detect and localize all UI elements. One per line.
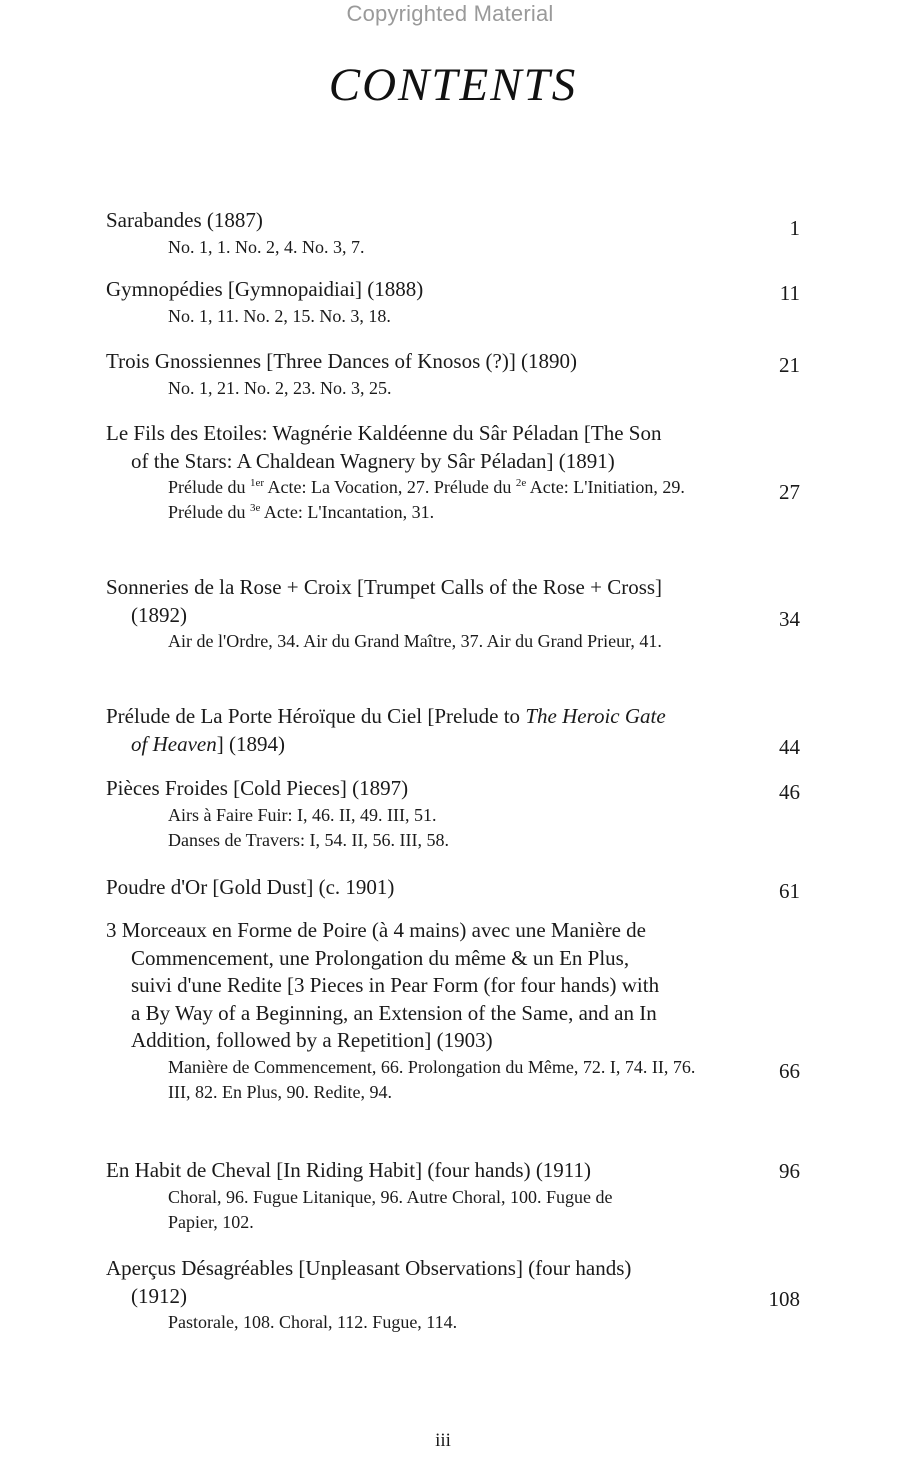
toc-entry-fils-des-etoiles[interactable] [106,420,800,525]
toc-entry-apercus[interactable] [106,1255,800,1335]
toc-entry-page: 46 [779,780,800,804]
page-number: iii [435,1430,451,1451]
toc-entry-subitems: No. 1, 11. No. 2, 15. No. 3, 18. [168,305,391,326]
copyright-watermark: Copyrighted Material [346,1,554,26]
toc-entry-title: Pièces Froides [Cold Pieces] (1897) [106,776,409,800]
toc-entry-sarabandes[interactable] [106,207,800,260]
toc-entry-subitems: Airs à Faire Fuir: I, 46. II, 49. III, 51. Danses de Travers: I, 54. II, 56. III, 58. [168,804,449,850]
work-title-italic: The Heroic Gate of Heaven [131,704,666,756]
toc-entry-page: 44 [779,735,800,759]
toc-entry-gymnopedies[interactable] [106,276,800,329]
toc-entry-page: 11 [779,281,800,305]
toc-entry-page: 108 [768,1287,800,1311]
toc-entry-title: Trois Gnossiennes [Three Dances of Knosos (?)] (1890) [106,349,578,373]
toc-entry-title: Prélude de La Porte Héroïque du Ciel [Prelude to The Heroic Gate of Heaven] (1894) [106,704,666,756]
toc-entry-morceaux-poire[interactable] [106,917,800,1105]
toc-entry-subitems: No. 1, 1. No. 2, 4. No. 3, 7. [168,236,365,257]
toc-entry-habit-de-cheval[interactable] [106,1157,800,1235]
toc-entry-gnossiennes[interactable] [106,348,800,401]
toc-entry-title: Gymnopédies [Gymnopaidiai] (1888) [106,277,424,301]
toc-entry-title: Sarabandes (1887) [106,208,263,232]
toc-entry-page: 61 [779,879,800,903]
toc-entry-title: Le Fils des Etoiles: Wagnérie Kaldéenne du Sâr Péladan [The Son of the Stars: A Chaldean Wagnery by Sâr Péladan] (1891) [106,421,662,473]
toc-entry-subitems: Air de l'Ordre, 34. Air du Grand Maître, 37. Air du Grand Prieur, 41. [168,631,662,651]
toc-entry-poudre-dor[interactable] [106,874,800,902]
toc-entry-subitems: Choral, 96. Fugue Litanique, 96. Autre Choral, 100. Fugue de Papier, 102. [168,1186,613,1232]
toc-entry-page: 96 [779,1159,800,1183]
toc-entry-pieces-froides[interactable] [106,775,800,853]
toc-entry-title: Poudre d'Or [Gold Dust] (c. 1901) [106,875,395,899]
toc-entry-page: 27 [779,480,800,504]
toc-entry-page: 1 [789,216,800,240]
toc-entry-title: 3 Morceaux en Forme de Poire (à 4 mains) avec une Manière de Commencement, une Prolongation du même & un En Plus, suivi d'une Redite [3 Pieces in Pear Form (for four hands) with a By Way of a Beginning, an Extension of the Same, and an In Addition, followed by a Repetition] (1903) [106,918,660,1052]
toc-entry-title: En Habit de Cheval [In Riding Habit] (four hands) (1911) [106,1158,592,1182]
toc-entry-page: 66 [779,1059,800,1083]
toc-entry-prelude-porte-heroique[interactable] [106,703,800,758]
toc-entry-title: Aperçus Désagréables [Unpleasant Observations] (four hands) (1912) [106,1256,632,1308]
toc-entry-title: Sonneries de la Rose + Croix [Trumpet Calls of the Rose + Cross] (1892) [106,575,663,627]
toc-entry-page: 21 [779,353,800,377]
page-title: CONTENTS [328,59,578,111]
toc-entry-subitems: Prélude du $^{1er}$ Acte: La Vocation, 27. Prélude du $^{2e}$ Acte: L'Initiation, 29. Prélude du $^{3e}$ Acte: L'Incantation, 31. [168,477,685,522]
toc-entry-sonneries[interactable] [106,574,800,654]
toc-entry-subitems: Pastorale, 108. Choral, 112. Fugue, 114. [168,1312,458,1332]
toc-entry-subitems: Manière de Commencement, 66. Prolongation du Même, 72. I, 74. II, 76. III, 82. En Plus, 90. Redite, 94. [168,1056,696,1102]
toc-entry-subitems: No. 1, 21. No. 2, 23. No. 3, 25. [168,377,392,398]
toc-entry-page: 34 [779,607,800,631]
